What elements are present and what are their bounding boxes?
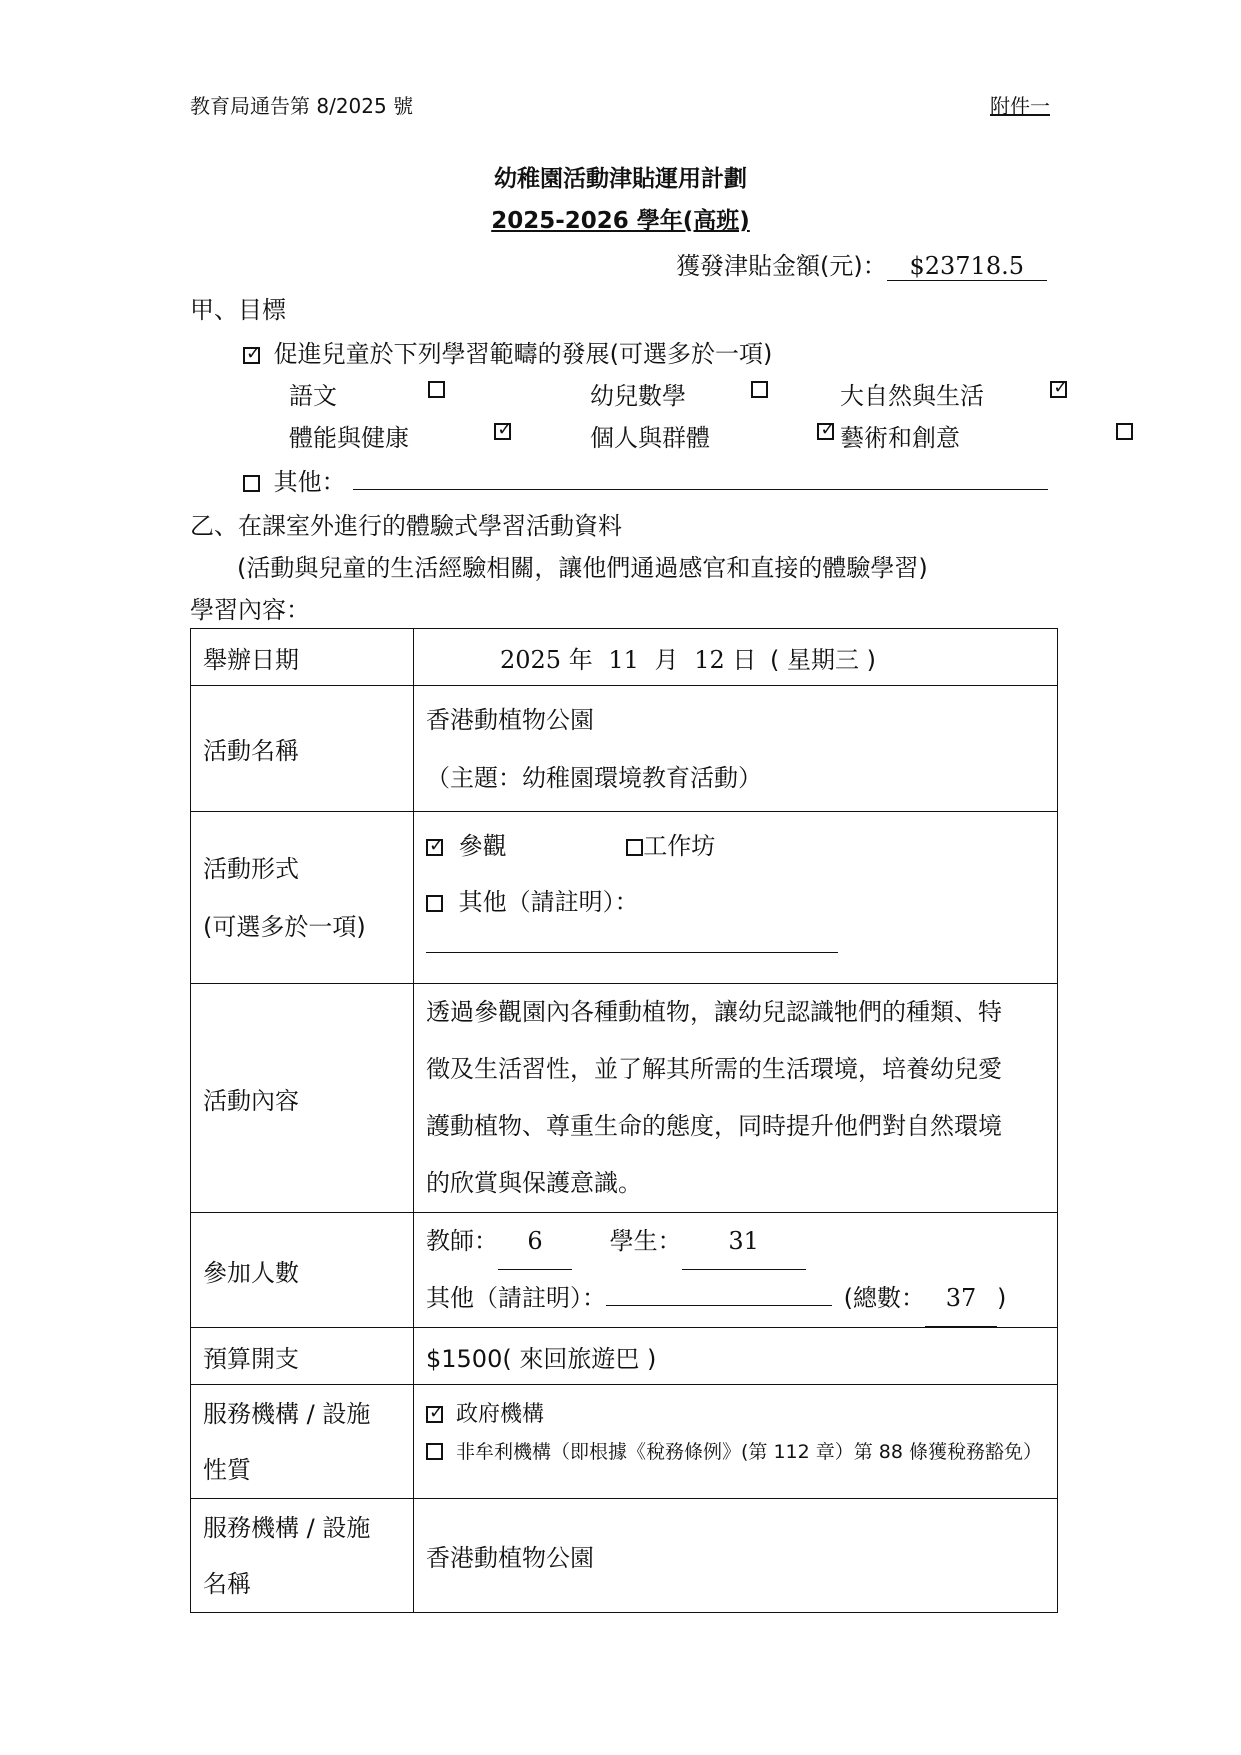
grant-amount-value: $23718.5 (887, 252, 1047, 281)
format-other-field[interactable] (426, 928, 838, 953)
table-row-org-name (191, 1499, 1058, 1613)
domain-nature: 大自然與生活 (840, 382, 984, 410)
format-workshop-label: 工作坊 (643, 832, 716, 860)
org-name-value: 香港動植物公園 (414, 1499, 1058, 1613)
activity-format-label-line2: (可選多於一項) (203, 912, 366, 941)
checkbox-domain-physical[interactable] (494, 423, 511, 440)
grant-amount-label: 獲發津貼金額(元)： (676, 252, 887, 280)
checkbox-domain-nature[interactable] (1050, 381, 1067, 398)
participants-line1 (426, 1213, 1045, 1270)
school-year-title: 2025-2026 學年(高班) (491, 208, 750, 234)
teachers-label: 教師： (426, 1227, 498, 1255)
date-day: 12 (694, 645, 725, 674)
students-label: 學生： (609, 1227, 682, 1255)
date-month-unit: 月 (654, 645, 679, 674)
checkbox-domain-self-society[interactable] (817, 423, 834, 440)
document-title: 幼稚園活動津貼運用計劃 (494, 166, 747, 192)
total-close: ) (997, 1284, 1007, 1312)
section-a-heading: 甲、目標 (190, 296, 286, 324)
org-name-label-line2: 名稱 (203, 1569, 251, 1598)
students-count: 31 (682, 1213, 806, 1270)
main-objective-option[interactable] (243, 334, 772, 369)
section-b-heading: 乙、在課室外進行的體驗式學習活動資料 (190, 512, 622, 540)
date-day-unit: 日 (732, 645, 757, 674)
date-year-unit: 年 (568, 645, 593, 674)
checkbox-objective-other[interactable] (243, 475, 260, 492)
activity-name: 香港動植物公園 (426, 705, 594, 734)
learning-content-label: 學習內容： (190, 596, 310, 624)
others-field[interactable] (606, 1281, 832, 1306)
activity-theme: （主題：幼稚園環境教育活動） (426, 763, 762, 792)
domain-self-society: 個人與群體 (590, 424, 710, 452)
activity-format-options (426, 826, 1045, 882)
org-name-label-line1: 服務機構 / 設施 (203, 1513, 371, 1542)
annex-label: 附件一 (990, 94, 1050, 118)
checkbox-checked-icon[interactable] (243, 347, 260, 364)
activity-format-label (191, 812, 414, 984)
activity-content-line: 的欣賞與保護意識。 (426, 1169, 642, 1197)
activity-format-other (426, 882, 1045, 928)
date-month: 11 (608, 645, 639, 674)
org-nature-value (414, 1385, 1058, 1499)
date-value (414, 629, 1058, 686)
budget-value: $1500( 來回旅遊巴 ) (414, 1328, 1058, 1385)
participants-value (414, 1213, 1058, 1328)
org-nonprofit-option (426, 1437, 1045, 1464)
table-row-participants (191, 1213, 1058, 1328)
checkbox-nonprofit[interactable] (426, 1443, 443, 1460)
date-weekday: ( 星期三 ) (770, 645, 876, 674)
org-name-label (191, 1499, 414, 1613)
format-visit-label: 參觀 (458, 832, 507, 860)
checkbox-format-other[interactable] (426, 895, 443, 912)
table-row-date (191, 629, 1058, 686)
org-nature-label-line1: 服務機構 / 設施 (203, 1399, 371, 1428)
activity-content-line: 徵及生活習性，並了解其所需的生活環境，培養幼兒愛 (426, 1055, 1002, 1083)
org-nonprofit-label: 非牟利機構（即根據《稅務條例》(第 112 章）第 88 條獲稅務豁免） (456, 1441, 1043, 1463)
org-nature-label-line2: 性質 (203, 1455, 251, 1484)
org-government-option (426, 1397, 1045, 1437)
checkbox-domain-language[interactable] (428, 381, 445, 398)
objective-other-row (243, 462, 1048, 497)
objective-other-label: 其他： (273, 468, 346, 496)
grant-amount-row (676, 246, 1047, 281)
checkbox-domain-arts[interactable] (1116, 423, 1133, 440)
activity-name-label: 活動名稱 (191, 686, 414, 812)
checkbox-domain-math[interactable] (751, 381, 768, 398)
date-year: 2025 (500, 645, 562, 674)
others-label: 其他（請註明）： (426, 1284, 606, 1312)
checkbox-government[interactable] (426, 1406, 443, 1423)
activity-content-line: 護動植物、尊重生命的態度，同時提升他們對自然環境 (426, 1112, 1002, 1140)
circular-reference: 教育局通告第 8/2025 號 (190, 94, 414, 118)
participants-line2 (426, 1270, 1045, 1327)
section-b-note: (活動與兒童的生活經驗相關，讓他們通過感官和直接的體驗學習) (237, 554, 928, 582)
total-count: 37 (925, 1270, 997, 1327)
budget-label: 預算開支 (191, 1328, 414, 1385)
activity-content-label: 活動內容 (191, 984, 414, 1213)
domain-math: 幼兒數學 (590, 382, 686, 410)
format-other-label: 其他（請註明）： (458, 888, 639, 916)
checkbox-visit[interactable] (426, 839, 443, 856)
table-row-activity-format (191, 812, 1058, 984)
org-government-label: 政府機構 (456, 1402, 545, 1427)
activity-content-line: 透過參觀園內各種動植物，讓幼兒認識牠們的種類、特 (426, 998, 1002, 1026)
activity-format-label-line1: 活動形式 (203, 854, 299, 883)
date-label: 舉辦日期 (191, 629, 414, 686)
table-row-activity-content (191, 984, 1058, 1213)
format-other-field-row (426, 928, 1045, 959)
table-row-org-nature (191, 1385, 1058, 1499)
domain-language: 語文 (289, 382, 337, 410)
activity-content-value (414, 984, 1058, 1213)
main-objective-label: 促進兒童於下列學習範疇的發展(可選多於一項) (273, 340, 773, 368)
org-nature-label (191, 1385, 414, 1499)
total-label: (總數： (843, 1284, 926, 1312)
domain-physical: 體能與健康 (289, 424, 409, 452)
checkbox-workshop[interactable] (626, 839, 643, 856)
activity-name-value (414, 686, 1058, 812)
activity-format-value (414, 812, 1058, 984)
table-row-budget (191, 1328, 1058, 1385)
domain-arts: 藝術和創意 (840, 424, 960, 452)
participants-label: 參加人數 (191, 1213, 414, 1328)
teachers-count: 6 (498, 1213, 572, 1270)
activity-info-table (190, 628, 1058, 1613)
table-row-activity-name (191, 686, 1058, 812)
objective-other-field[interactable] (353, 465, 1048, 490)
